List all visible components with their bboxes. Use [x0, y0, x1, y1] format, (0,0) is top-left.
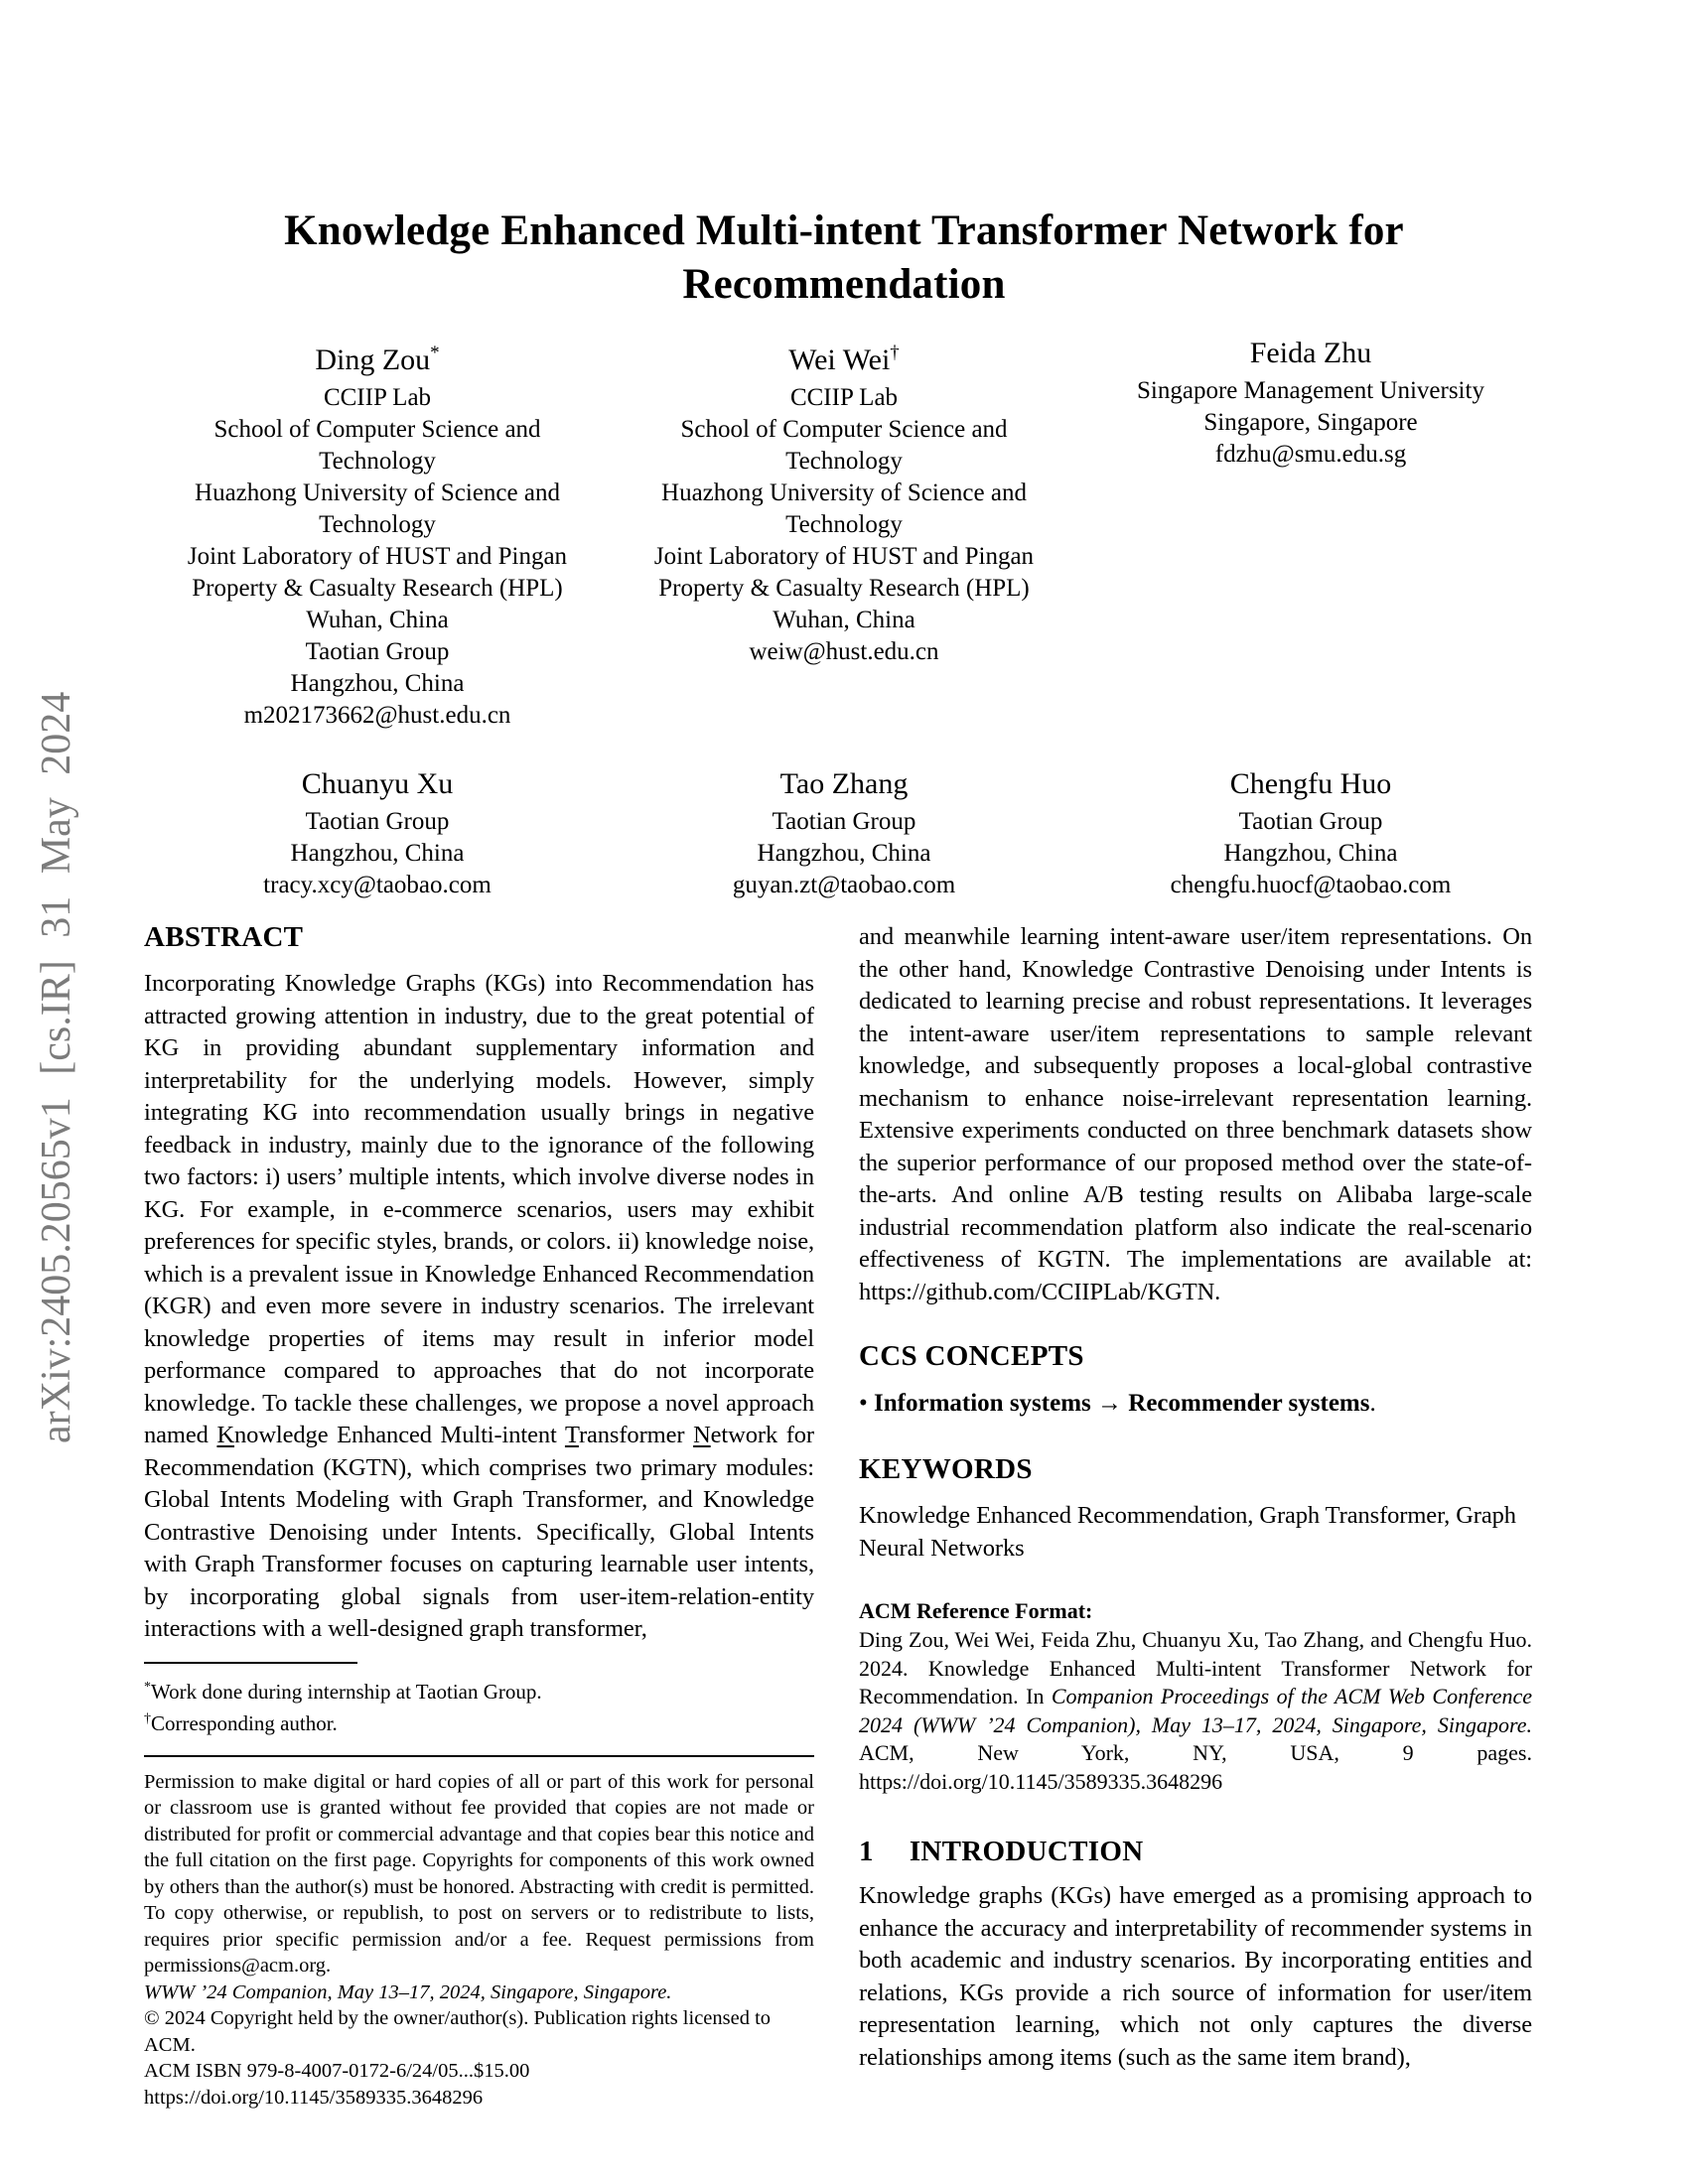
- acm-reference-doi-link[interactable]: https://doi.org/10.1145/3589335.3648296: [859, 1768, 1223, 1794]
- author-email-link[interactable]: chengfu.huocf@taobao.com: [1170, 872, 1452, 898]
- author-block-tao-zhang: [611, 766, 1077, 901]
- ccs-concepts-heading: CCS CONCEPTS: [859, 1340, 1084, 1372]
- author-block-ding-zou: [144, 336, 611, 732]
- conference-line: WWW ’24 Companion, May 13–17, 2024, Singapore, Singapore.: [144, 1980, 672, 2003]
- permission-rule: [144, 1755, 814, 1757]
- abstract-text: nowledge Enhanced Multi-intent: [234, 1422, 565, 1448]
- author-affiliation-line: Taotian Group: [1238, 808, 1383, 835]
- author-affiliation-line: Wuhan, China: [773, 607, 915, 633]
- author-name: Tao Zhang: [779, 767, 909, 800]
- author-affiliation-line: Joint Laboratory of HUST and Pingan Property & Casualty Research (HPL): [187, 543, 568, 602]
- abstract-text: ransformer: [578, 1422, 694, 1448]
- footnote-rule: [144, 1662, 357, 1664]
- footnote-internship: [144, 1674, 814, 1706]
- abstract-continuation-paragraph: [859, 921, 1532, 1308]
- author-affiliation-line: Hangzhou, China: [290, 840, 465, 867]
- section-title: INTRODUCTION: [909, 1836, 1144, 1867]
- authors-row-2: [144, 766, 1544, 901]
- introduction-heading: [859, 1836, 1532, 1868]
- author-name: [156, 336, 599, 378]
- author-name-text: Feida Zhu: [1249, 337, 1372, 369]
- keywords-heading: KEYWORDS: [859, 1453, 1033, 1485]
- author-name: [623, 336, 1065, 378]
- abstract-heading: ABSTRACT: [144, 921, 304, 953]
- doi-link[interactable]: https://doi.org/10.1145/3589335.3648296: [144, 2086, 484, 2109]
- author-email-link[interactable]: m202173662@hust.edu.cn: [243, 702, 511, 729]
- author-affiliation-line: Huazhong University of Science and Technology: [661, 479, 1027, 538]
- acm-reference-label: ACM Reference Format:: [859, 1598, 1093, 1623]
- author-name: Chengfu Huo: [1229, 767, 1392, 800]
- author-affiliation-line: Singapore, Singapore: [1203, 409, 1418, 436]
- author-affiliation-line: CCIIP Lab: [323, 384, 432, 411]
- authors-row-1: [144, 336, 1544, 732]
- left-column: [144, 921, 814, 2111]
- abstract-paragraph: [144, 968, 814, 1646]
- ccs-period: .: [1369, 1390, 1376, 1417]
- author-name: Chuanyu Xu: [301, 767, 454, 800]
- section-number: 1: [859, 1836, 874, 1867]
- author-affiliation-line: Wuhan, China: [306, 607, 449, 633]
- acm-reference-venue: Companion Proceedings of the ACM Web Conference 2024 (WWW ’24 Companion), May 13–17, 2024, Singapore, Singapore.: [859, 1684, 1532, 1737]
- ccs-arrow: →: [1090, 1390, 1129, 1417]
- author-affiliation-line: School of Computer Science and Technology: [213, 416, 541, 475]
- permission-statement: Permission to make digital or hard copies of all or part of this work for personal or classroom use is granted without fee provided that copies are not made or distributed for profit or commercial advantage and that copies bear this notice and the full citation on the first page. Copyrights for components of this work owned by others than the author(s) must be honored. Abstracting with credit is permitted. To copy otherwise, or republish, to post on servers or to redistribute to lists, requires prior specific permission and/or a fee. Request permissions from permissions@acm.org.: [144, 1770, 814, 1977]
- author-affiliation-line: Huazhong University of Science and Technology: [195, 479, 560, 538]
- author-affiliation-line: Singapore Management University: [1137, 377, 1484, 404]
- author-affiliation-line: Hangzhou, China: [757, 840, 931, 867]
- author-email-link[interactable]: tracy.xcy@taobao.com: [263, 872, 492, 898]
- abstract-continuation-text: and meanwhile learning intent-aware user/item representations. On the other hand, Knowledge Contrastive Denoising under Intents is dedicated to learning precise and robust representations. It leverages the intent-aware user/item representations to sample relevant knowledge, and subsequently proposes a local-global contrastive mechanism to enhance noise-irrelevant representation learning. Extensive experiments conducted on three benchmark datasets show the superior performance of our proposed method over the state-of-the-arts. And online A/B testing results on Alibaba large-scale industrial recommendation platform also indicate the real-scenario effectiveness of KGTN. The implementations are available at:: [859, 923, 1532, 1273]
- author-block-wei-wei: [611, 336, 1077, 732]
- ccs-concepts-line: [859, 1387, 1532, 1420]
- ccs-subcategory: Recommender systems: [1128, 1390, 1370, 1417]
- copyright-line: © 2024 Copyright held by the owner/author(s). Publication rights licensed to ACM.: [144, 2007, 772, 2056]
- abstract-text: etwork for Recommendation (KGTN), which comprises two primary modules: Global Intents Modeling with Graph Transformer, and Knowledge Contrastive Denoising under Intents. Specifically, Global Intents with Graph Transformer focuses on capturing learnable user intents, by incorporating global signals from user-item-relation-entity interactions with a well-designed graph transformer,: [144, 1422, 814, 1642]
- author-email-link[interactable]: guyan.zt@taobao.com: [732, 872, 956, 898]
- paper-title-line1: Knowledge Enhanced Multi-intent Transformer Network for: [284, 207, 1404, 254]
- abstract-underline-t: T: [564, 1422, 579, 1448]
- right-column: [859, 921, 1532, 2074]
- author-affiliation-line: CCIIP Lab: [789, 384, 899, 411]
- isbn-line: ACM ISBN 979-8-4007-0172-6/24/05...$15.00: [144, 2060, 530, 2082]
- ccs-bullet: •: [859, 1390, 875, 1417]
- introduction-paragraph: Knowledge graphs (KGs) have emerged as a promising approach to enhance the accuracy and interpretability of recommender systems in both academic and industry scenarios. By incorporating entities and relations, KGs provide a rich source of information for user/item representation learning, which not only captures the diverse relationships among items (such as the same item brand),: [859, 1882, 1532, 2071]
- footnote-marker: *: [144, 1679, 151, 1695]
- footnote-corresponding: [144, 1706, 814, 1737]
- author-affiliation-line: Taotian Group: [305, 808, 450, 835]
- author-block-feida-zhu: [1077, 336, 1544, 732]
- footnote-text: Work done during internship at Taotian Group.: [151, 1679, 542, 1704]
- footnote-marker: †: [144, 1710, 151, 1726]
- abstract-underline-k: K: [216, 1422, 235, 1448]
- acm-reference-publisher: ACM, New York, NY, USA, 9 pages.: [859, 1740, 1532, 1765]
- acm-reference-text: [859, 1626, 1532, 1796]
- author-name: [1089, 336, 1532, 371]
- author-footnote-marker: †: [890, 342, 900, 363]
- author-block-chengfu-huo: [1077, 766, 1544, 901]
- author-block-chuanyu-xu: [144, 766, 611, 901]
- author-affiliation-line: Hangzhou, China: [1223, 840, 1398, 867]
- author-email-link[interactable]: fdzhu@smu.edu.sg: [1214, 441, 1407, 468]
- author-name-text: Ding Zou: [315, 343, 431, 376]
- author-name-text: Wei Wei: [788, 343, 891, 376]
- footnote-text: Corresponding author.: [151, 1710, 338, 1735]
- github-link[interactable]: https://github.com/CCIIPLab/KGTN: [859, 1278, 1215, 1305]
- author-footnote-marker: *: [430, 342, 440, 363]
- author-affiliation-line: Taotian Group: [772, 808, 916, 835]
- author-affiliation-line: Taotian Group: [305, 638, 450, 665]
- paper-title-line2: Recommendation: [682, 261, 1006, 308]
- paper-title: [0, 205, 1688, 312]
- author-affiliation-line: School of Computer Science and Technology: [680, 416, 1008, 475]
- ccs-category: Information systems: [874, 1390, 1091, 1417]
- keywords-text: Knowledge Enhanced Recommendation, Graph Transformer, Graph Neural Networks: [859, 1502, 1516, 1562]
- acm-reference-authors: Ding Zou, Wei Wei, Feida Zhu, Chuanyu Xu, Tao Zhang, and Chengfu Huo. 2024. Knowledge Enhanced Multi-intent Transformer Network for Recommendation. In: [859, 1627, 1532, 1708]
- abstract-underline-n: N: [693, 1422, 711, 1448]
- abstract-continuation-period: .: [1214, 1278, 1221, 1305]
- arxiv-watermark: arXiv:2405.20565v1 [cs.IR] 31 May 2024: [34, 691, 79, 1443]
- abstract-text: Incorporating Knowledge Graphs (KGs) into Recommendation has attracted growing attention in industry, due to the great potential of KG in providing abundant supplementary information and interpretability for the underlying models. However, simply integrating KG into recommendation usually brings in negative feedback in industry, mainly due to the ignorance of the following two factors: i) users’ multiple intents, which involve diverse nodes in KG. For example, in e-commerce scenarios, users may exhibit preferences for specific styles, brands, or colors. ii) knowledge noise, which is a prevalent issue in Knowledge Enhanced Recommendation (KGR) and even more severe in industry scenarios. The irrelevant knowledge properties of items may result in inferior model performance compared to approaches that do not incorporate knowledge. To tackle these challenges, we propose a novel approach named: [144, 970, 814, 1448]
- author-affiliation-line: Hangzhou, China: [290, 670, 465, 697]
- author-email-link[interactable]: weiw@hust.edu.cn: [749, 638, 939, 665]
- author-affiliation-line: Joint Laboratory of HUST and Pingan Property & Casualty Research (HPL): [653, 543, 1035, 602]
